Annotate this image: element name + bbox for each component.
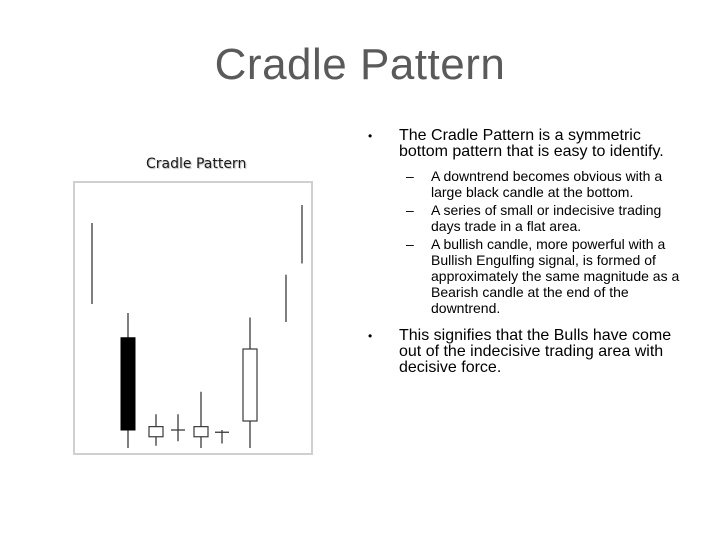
bullet-list xyxy=(365,128,685,376)
bullet-marker: • xyxy=(368,329,373,343)
bullet-item-2 xyxy=(365,328,685,376)
sub-bullet-item-1 xyxy=(365,168,685,200)
dash-marker: – xyxy=(406,202,414,218)
dash-marker: – xyxy=(406,168,414,184)
candle-body-3 xyxy=(149,427,163,437)
bullet-text: This signifies that the Bulls have come out of the indecisive trading area with decisive force. xyxy=(399,327,672,376)
sub-bullet-item-3 xyxy=(365,236,685,316)
candle-body-5 xyxy=(194,427,208,437)
bullet-marker: • xyxy=(368,129,373,143)
dash-marker: – xyxy=(406,236,414,252)
figure-caption: Cradle Pattern xyxy=(146,156,247,172)
sub-bullet-text: A downtrend becomes obvious with a large black candle at the bottom. xyxy=(431,168,663,200)
sub-bullet-list xyxy=(365,168,685,316)
slide-title: Cradle Pattern xyxy=(214,40,506,89)
sub-bullet-item-2 xyxy=(365,202,685,234)
candlestick-chart xyxy=(73,181,313,455)
candle-body-7 xyxy=(243,349,257,421)
bullet-item-1 xyxy=(365,128,685,160)
candlestick-svg xyxy=(75,183,311,453)
bullet-text: The Cradle Pattern is a symmetric bottom pattern that is easy to identify. xyxy=(399,127,664,160)
sub-bullet-text: A series of small or indecisive trading days trade in a flat area. xyxy=(431,202,662,234)
candle-body-2 xyxy=(121,338,135,430)
sub-bullet-text: A bullish candle, more powerful with a Bullish Engulfing signal, is formed of approximately the same magnitude as a Bearish candle at the end of the downtrend. xyxy=(431,236,680,316)
